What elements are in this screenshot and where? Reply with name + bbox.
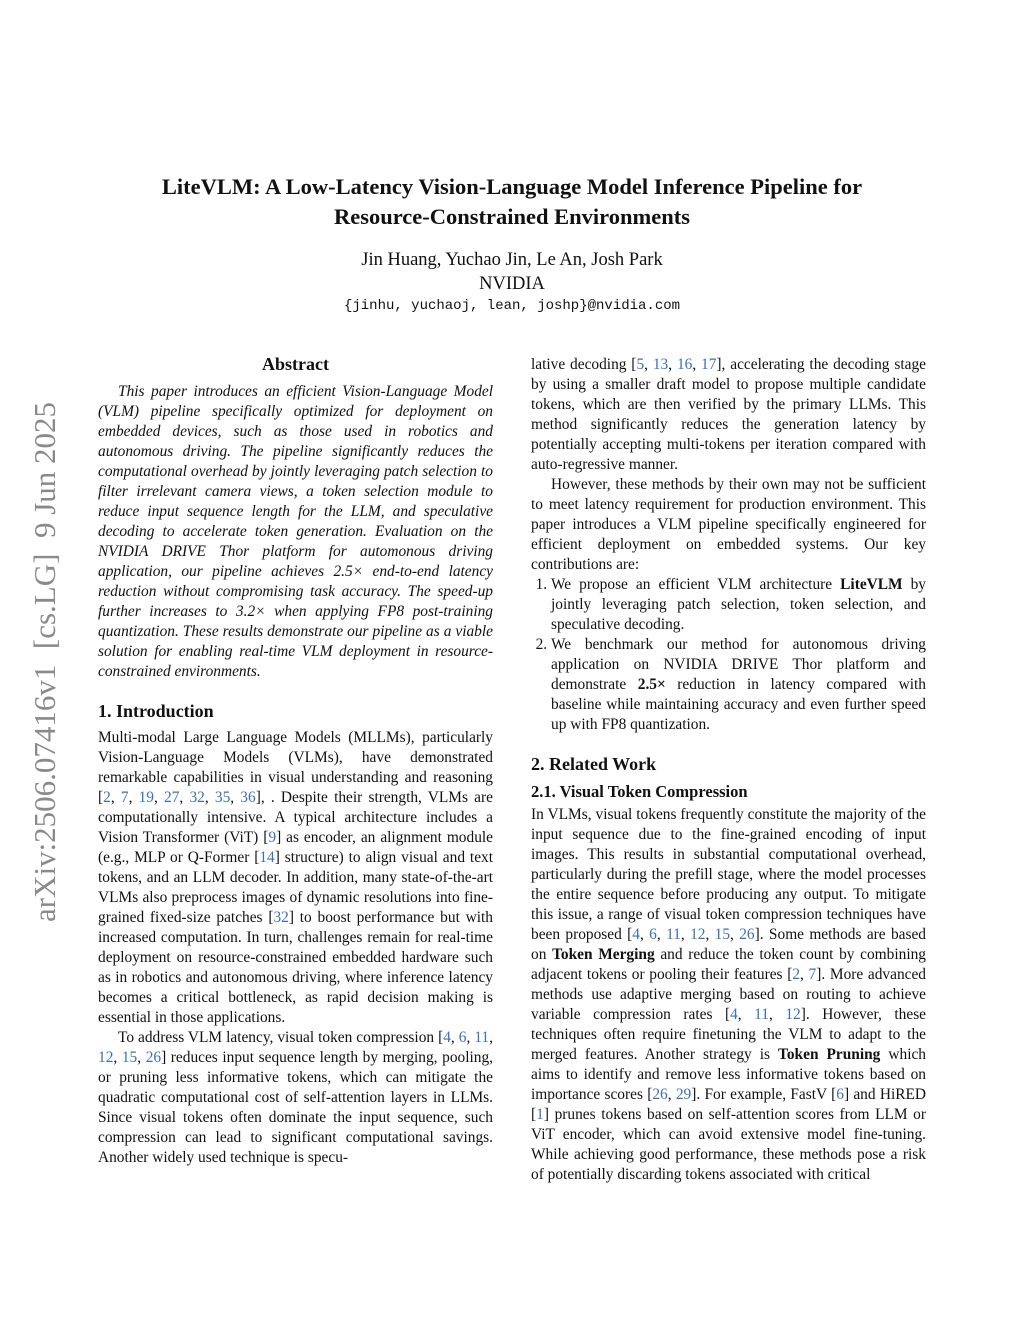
text-run: We propose an efficient VLM architecture bbox=[551, 576, 841, 593]
citation-link[interactable]: 2 bbox=[103, 789, 111, 806]
text-run: , bbox=[110, 789, 121, 806]
citation-link[interactable]: 4 bbox=[443, 1029, 451, 1046]
text-run: , bbox=[179, 789, 190, 806]
text-run: lative decoding [ bbox=[531, 356, 637, 373]
citation-link[interactable]: 6 bbox=[649, 926, 657, 943]
text-run: , bbox=[113, 1049, 122, 1066]
text-run: , bbox=[680, 926, 691, 943]
citation-link[interactable]: 11 bbox=[474, 1029, 490, 1046]
text-run: , bbox=[639, 926, 650, 943]
text-run: , bbox=[730, 926, 740, 943]
text-run: by jointly leveraging patch selection, token selection, and speculative decoding. bbox=[551, 576, 926, 633]
text-run: We benchmark our method for autonomous driving application on NVIDIA DRIVE Thor platform and demonstrate bbox=[551, 636, 926, 693]
text-run: , bbox=[230, 789, 241, 806]
intro-paragraph-4 bbox=[531, 475, 926, 575]
text-run: and reduce the token count by combining adjacent tokens or pooling their features [ bbox=[531, 946, 926, 983]
text-run: , bbox=[450, 1029, 459, 1046]
text-run: , bbox=[644, 356, 653, 373]
text-run: , bbox=[466, 1029, 475, 1046]
right-column bbox=[531, 355, 926, 1185]
text-run: ] reduces input sequence length by merging, pooling, or pruning less informative tokens, which can mitigate the quadratic computational cost of self-attention layers in LLMs. Since visual tokens often dominate the input sequence, such compression can lead to significant computational savings. Another widely used technique is specu- bbox=[98, 1049, 493, 1166]
related-work-heading: 2. Related Work bbox=[531, 754, 657, 774]
text-run: ] prunes tokens based on self-attention scores from LLM or ViT encoder, which can avoid extensive model fine-tuning. While achieving good performance, these methods pose a risk of potentially discarding tokens associated with critical bbox=[531, 1106, 926, 1183]
bold-term: Token Merging bbox=[552, 946, 655, 963]
citation-link[interactable]: 4 bbox=[730, 1006, 738, 1023]
contributions-list bbox=[531, 575, 926, 735]
text-run: , bbox=[800, 966, 809, 983]
citation-link[interactable]: 15 bbox=[714, 926, 731, 943]
citation-link[interactable]: 14 bbox=[259, 849, 275, 866]
citation-link[interactable]: 9 bbox=[268, 829, 277, 846]
citation-link[interactable]: 5 bbox=[636, 356, 645, 373]
citation-link[interactable]: 32 bbox=[273, 909, 289, 926]
text-run: ], accelerating the decoding stage by using a smaller draft model to propose multiple candidate tokens, which are then verified by the primary LLMs. This method significantly reduces the generation latency by potentially accepting multi-tokens per iteration compared with auto-regressive manner. bbox=[531, 356, 926, 473]
citation-link[interactable]: 27 bbox=[164, 789, 180, 806]
text-run: , bbox=[692, 356, 702, 373]
citation-link[interactable]: 36 bbox=[240, 789, 256, 806]
text-run: , bbox=[667, 1086, 676, 1103]
text-run: , bbox=[204, 789, 215, 806]
text-run: , bbox=[489, 1029, 493, 1046]
text-run: , bbox=[668, 356, 677, 373]
text-run: , bbox=[154, 789, 165, 806]
text-run: ]. More advanced methods use adaptive merging based on routing to achieve variable compression rates [ bbox=[531, 966, 926, 1023]
author-block bbox=[0, 248, 1024, 296]
title-line-1: LiteVLM: A Low-Latency Vision-Language Model Inference Pipeline for bbox=[161, 174, 863, 199]
text-run: , bbox=[705, 926, 715, 943]
citation-link[interactable]: 2 bbox=[792, 966, 801, 983]
bold-term: Token Pruning bbox=[778, 1046, 881, 1063]
introduction-heading: 1. Introduction bbox=[98, 701, 214, 721]
abstract-text: This paper introduces an efficient Vision-Language Model (VLM) pipeline specifically optimized for deployment on embedded devices, such as those used in robotics and autonomous driving. The pipeline significantly reduces the computational overhead by jointly leveraging patch selection to filter irrelevant camera views, a token selection module to reduce input sequence length for the LLM, and speculative decoding to accelerate token generation. Evaluation on the NVIDIA DRIVE Thor platform for automonous driving application, our pipeline achieves 2.5× end-to-end latency reduction without compromising task accuracy. The speed-up further increases to 3.2× when applying FP8 post-training quantization. These results demonstrate our pipeline as a viable solution for enabling real-time VLM deployment in resource-constrained environments. bbox=[98, 383, 493, 680]
citation-link[interactable]: 12 bbox=[690, 926, 706, 943]
left-column bbox=[98, 352, 493, 1168]
intro-paragraph-1 bbox=[98, 728, 493, 1028]
citation-link[interactable]: 11 bbox=[666, 926, 681, 943]
citation-link[interactable]: 26 bbox=[652, 1086, 668, 1103]
intro-paragraph-2 bbox=[98, 1028, 493, 1168]
text-run: ] to boost performance but with increased computation. In turn, challenges remain for real-time deployment on resource-constrained embedded hardware such as in robotics and autonomous driving, where inference latency becomes a critical bottleneck, as rapid decision making is essential in those applications. bbox=[98, 909, 493, 1026]
text-run: reduction in latency compared with baseline while maintaining accuracy and even further speed up with FP8 quantization. bbox=[551, 676, 926, 733]
text-run: , bbox=[128, 789, 139, 806]
citation-link[interactable]: 29 bbox=[675, 1086, 692, 1103]
abstract-heading: Abstract bbox=[262, 354, 329, 374]
citation-link[interactable]: 7 bbox=[808, 966, 817, 983]
text-run: ]. Some methods are based on bbox=[531, 926, 926, 963]
citation-link[interactable]: 11 bbox=[754, 1006, 769, 1023]
paper-title bbox=[0, 172, 1024, 232]
citation-link[interactable]: 12 bbox=[785, 1006, 801, 1023]
authors: Jin Huang, Yuchao Jin, Le An, Josh Park bbox=[361, 250, 663, 270]
citation-link[interactable]: 12 bbox=[98, 1049, 114, 1066]
text-run: , bbox=[656, 926, 667, 943]
text-run: In VLMs, visual tokens frequently constitute the majority of the input sequence due to the fine-grained encoding of input images. This results in substantial computational overhead, particularly during the prefill stage, where the model processes the entire sequence before producing any output. To mitigate this issue, a range of visual token compression techniques have been proposed [ bbox=[531, 806, 926, 943]
text-run: ]. For example, FastV [ bbox=[691, 1086, 837, 1103]
text-run: which aims to identify and remove less informative tokens based on importance scores [ bbox=[531, 1046, 927, 1103]
citation-link[interactable]: 4 bbox=[632, 926, 640, 943]
arxiv-identifier: arXiv:2506.07416v1 [cs.LG] 9 Jun 2025 bbox=[27, 401, 62, 923]
affiliation: NVIDIA bbox=[479, 274, 545, 294]
citation-link[interactable]: 13 bbox=[652, 356, 669, 373]
bold-term: LiteVLM bbox=[840, 576, 903, 593]
citation-link[interactable]: 35 bbox=[214, 789, 231, 806]
text-run: , bbox=[768, 1006, 786, 1023]
text-run: Multi-modal Large Language Models (MLLMs), particularly Vision-Language Models (VLMs), have demonstrated remarkable capabilities in visual understanding and reasoning [ bbox=[98, 729, 493, 806]
bold-term: 2.5× bbox=[637, 676, 666, 693]
citation-link[interactable]: 1 bbox=[536, 1106, 544, 1123]
text-run: To address VLM latency, visual token compression [ bbox=[118, 1029, 444, 1046]
text-run: ] as encoder, an alignment module (e.g., MLP or Q-Former [ bbox=[98, 829, 493, 866]
citation-link[interactable]: 6 bbox=[458, 1029, 467, 1046]
citation-link[interactable]: 7 bbox=[120, 789, 129, 806]
citation-link[interactable]: 15 bbox=[121, 1049, 138, 1066]
citation-link[interactable]: 26 bbox=[739, 926, 755, 943]
citation-link[interactable]: 16 bbox=[676, 356, 693, 373]
citation-link[interactable]: 19 bbox=[138, 789, 154, 806]
citation-link[interactable]: 26 bbox=[145, 1049, 162, 1066]
text-run: ] and HiRED [ bbox=[531, 1086, 926, 1123]
related-paragraph-1 bbox=[531, 805, 926, 1185]
visual-token-compression-heading: 2.1. Visual Token Compression bbox=[531, 782, 748, 801]
text-run: ] structure) to align visual and text tokens, and an LLM decoder. In addition, many state-of-the-art VLMs also preprocess images of dynamic resolutions into fine-grained fixed-size patches [ bbox=[98, 849, 493, 926]
contribution-item bbox=[551, 575, 926, 635]
text-run: ], . Despite their strength, VLMs are computationally intensive. A typical architecture includes a Vision Transformer (ViT) [ bbox=[98, 789, 493, 846]
text-run: , bbox=[737, 1006, 755, 1023]
text-run: ]. However, these techniques often require finetuning the VLM to adapt to the merged features. Another strategy is bbox=[531, 1006, 927, 1063]
author-emails: {jinhu, yuchaoj, lean, joshp}@nvidia.com bbox=[343, 298, 681, 314]
citation-link[interactable]: 6 bbox=[836, 1086, 844, 1103]
text-run: , bbox=[137, 1049, 146, 1066]
text-run: However, these methods by their own may not be sufficient to meet latency requirement for production environment. This paper introduces a VLM pipeline specifically engineered for efficient deployment on embedded systems. Our key contributions are: bbox=[531, 476, 926, 573]
intro-paragraph-3 bbox=[531, 355, 926, 475]
citation-link[interactable]: 17 bbox=[701, 356, 717, 373]
title-line-2: Resource-Constrained Environments bbox=[333, 204, 691, 229]
citation-link[interactable]: 32 bbox=[189, 789, 205, 806]
contribution-item bbox=[551, 635, 926, 735]
